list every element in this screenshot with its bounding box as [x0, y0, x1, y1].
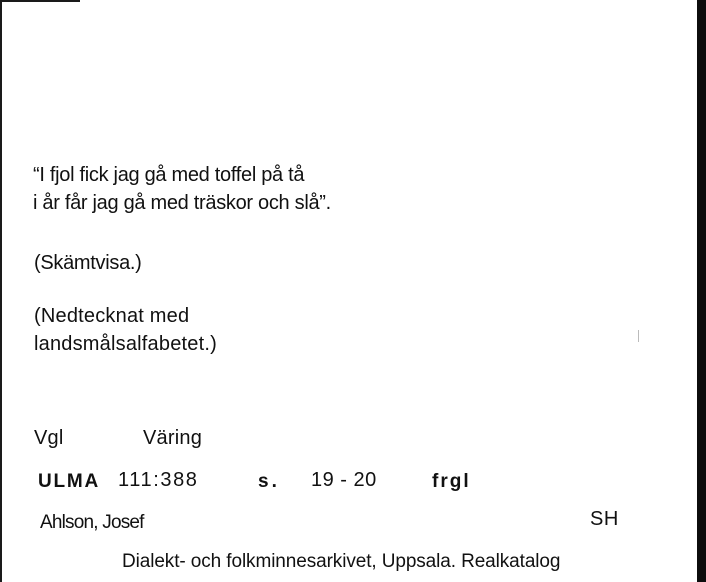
scan-speck: [638, 330, 639, 342]
signature-initials: SH: [590, 508, 619, 530]
collector-name: Ahlson, Josef: [40, 512, 144, 533]
record-number: 111:388: [118, 469, 199, 491]
verse-text: [33, 161, 331, 217]
region-code: Vgl: [34, 427, 64, 449]
category-code: frgl: [432, 471, 471, 492]
archive-footer: Dialekt- och folkminnesarkivet, Uppsala. Realkatalog: [122, 551, 561, 572]
notation-line-1: (Nedtecknat med: [34, 305, 190, 327]
place-name: Väring: [143, 427, 203, 449]
verse-line-2: i år får jag gå med träskor och slå”.: [33, 192, 331, 214]
page-label: s.: [258, 471, 280, 492]
genre-label: (Skämtvisa.): [34, 252, 142, 274]
notation-line-2: landsmålsalfabetet.): [34, 333, 217, 355]
scan-edge-right: [697, 0, 706, 582]
archive-code: ULMA: [38, 471, 101, 492]
scan-edge-top: [0, 0, 80, 2]
verse-line-1: “I fjol fick jag gå med toffel på tå: [33, 164, 305, 186]
page-range: 19 - 20: [311, 469, 377, 491]
notation-note: [34, 302, 217, 358]
scan-edge-left: [0, 0, 2, 582]
